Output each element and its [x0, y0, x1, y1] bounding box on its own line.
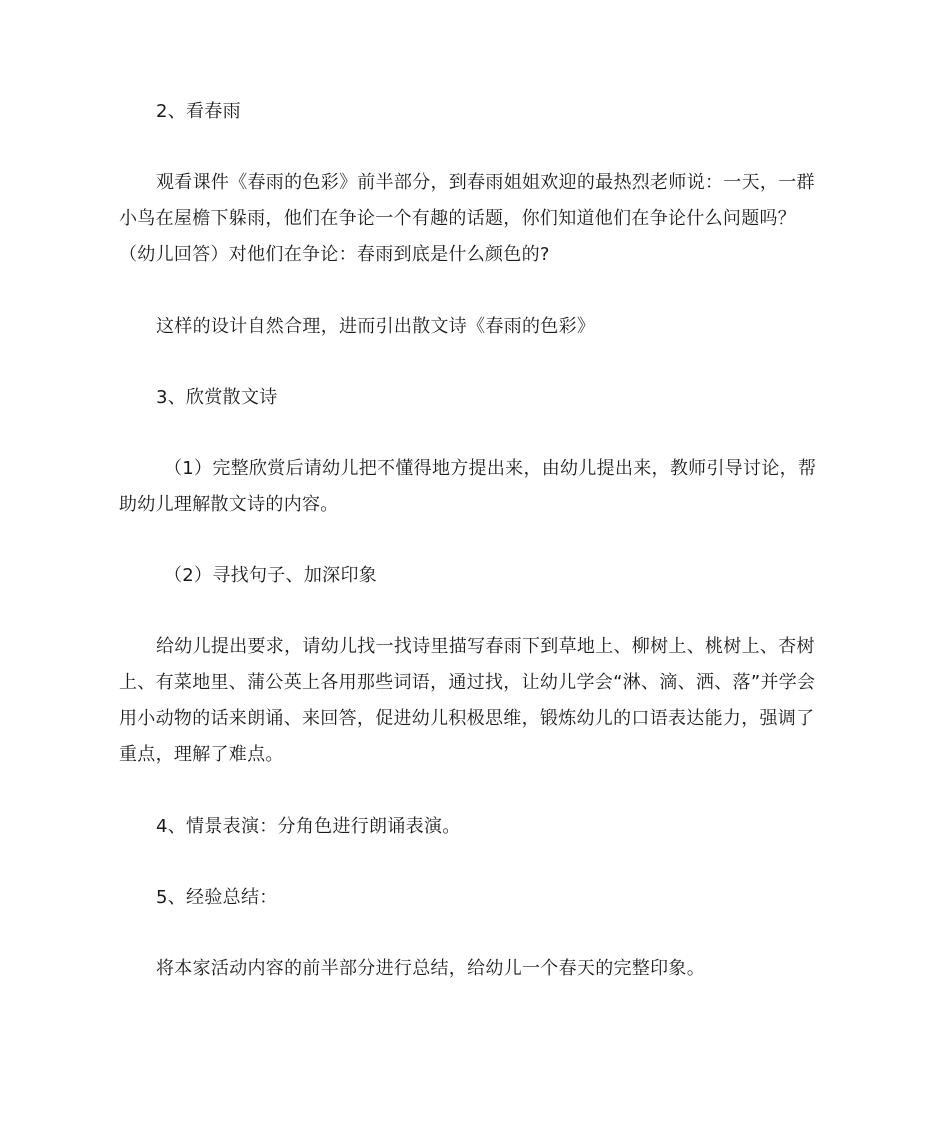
section-heading-summary: 5、经验总结： — [156, 887, 278, 908]
paragraph-courseware-intro: 观看课件《春雨的色彩》前半部分，到春雨姐姐欢迎的最热烈老师说：一天，一群小鸟在屋檐下躲雨，他们在争论一个有趣的话题，你们知道他们在争论什么问题吗？（幼儿回答）对他们在争论：春雨到底是什么颜色的? — [119, 172, 815, 265]
paragraph-design-note: 这样的设计自然合理，进而引出散文诗《春雨的色彩》 — [156, 316, 596, 337]
paragraph-requirements: 给幼儿提出要求，请幼儿找一找诗里描写春雨下到草地上、柳树上、桃树上、杏树上、有菜地里、蒲公英上各用那些词语，通过找，让幼儿学会“淋、滴、洒、落”并学会用小动物的话来朗诵、来回答，促进幼儿积极思维，锻炼幼儿的口语表达能力，强调了重点，理解了难点。 — [119, 636, 816, 765]
section-heading-appreciate-poem: 3、欣赏散文诗 — [156, 387, 278, 408]
paragraph-step-1: （1）完整欣赏后请幼儿把不懂得地方提出来，由幼儿提出来，教师引导讨论，帮助幼儿理解散文诗的内容。 — [119, 458, 817, 515]
section-heading-role-play: 4、情景表演：分角色进行朗诵表演。 — [156, 816, 461, 837]
section-heading-watch-rain: 2、看春雨 — [156, 101, 241, 122]
paragraph-summary: 将本家活动内容的前半部分进行总结，给幼儿一个春天的完整印象。 — [156, 958, 705, 979]
paragraph-step-2: （2）寻找句子、加深印象 — [164, 565, 378, 586]
